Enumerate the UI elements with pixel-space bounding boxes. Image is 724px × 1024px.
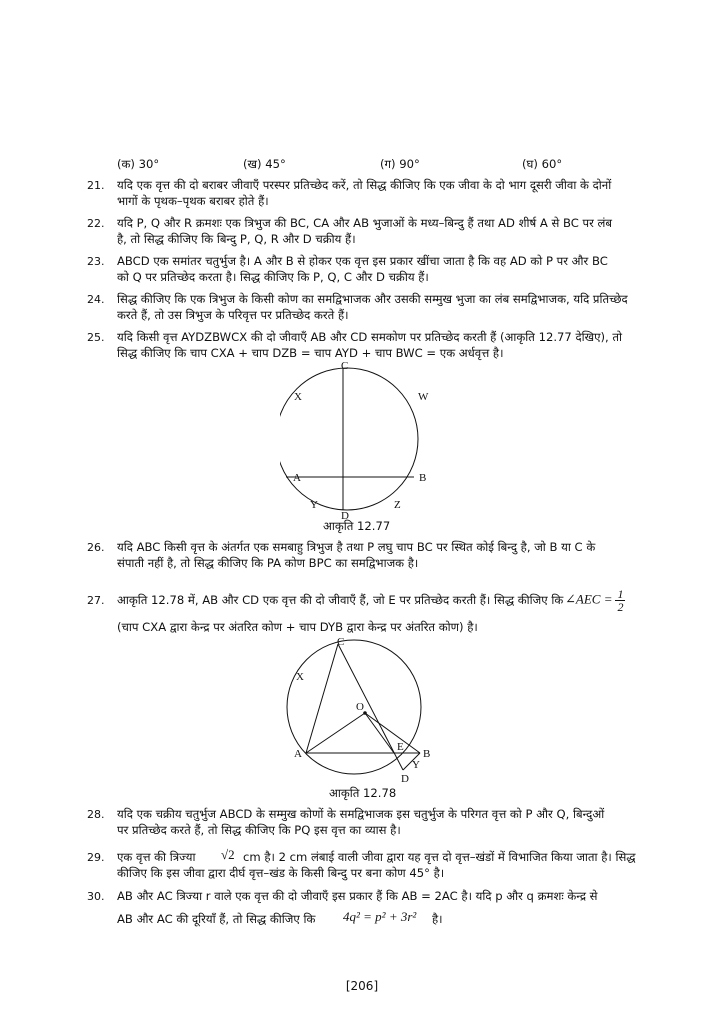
question-text: है, तो सिद्ध कीजिए कि बिन्दु P, Q, R और D चक्रीय हैं। (117, 232, 356, 246)
question-number: 21. (87, 179, 105, 192)
label-x: X (294, 391, 302, 403)
question-text: यदि ABC किसी वृत्त के अंतर्गत एक समबाहु त्रिभुज है तथा P लघु चाप BC पर स्थित कोई बिन्दु है, जो B या C के (117, 540, 596, 554)
question-number: 22. (87, 217, 105, 230)
label-b: B (423, 748, 431, 760)
figure-caption: आकृति 12.77 (323, 519, 391, 533)
question-text: cm है। 2 cm लंबाई वाली जीवा द्वारा यह वृत्त दो वृत्त–खंडों में विभाजित किया जाता है। सिद्ध (243, 850, 636, 864)
question-text: सिद्ध कीजिए कि चाप CXA + चाप DZB = चाप AYD + चाप BWC = एक अर्धवृत्त है। (117, 346, 504, 360)
question-text: यदि एक वृत्त की दो बराबर जीवाएँ परस्पर प्रतिच्छेद करें, तो सिद्ध कीजिए कि एक जीवा के दो भाग दूसरी जीवा के दोनों (117, 178, 612, 192)
question-text: AB और AC की दूरियाँ हैं, तो सिद्ध कीजिए कि (117, 912, 316, 926)
figure-12-77 (280, 360, 440, 525)
question-number: 25. (87, 331, 105, 344)
option-d: (घ) 60° (522, 157, 563, 171)
radius-ob (365, 713, 420, 753)
label-y: Y (310, 499, 318, 511)
question-text: पर प्रतिच्छेद करते हैं, तो सिद्ध कीजिए कि PQ इस वृत्त का व्यास है। (117, 823, 401, 837)
label-c: C (337, 636, 345, 648)
fraction (615, 588, 625, 613)
question-text: यदि किसी वृत्त AYDZBWCX की दो जीवाएँ AB और CD समकोण पर प्रतिच्छेद करती हैं (आकृति 12.77 देखिए), तो (117, 330, 622, 344)
figure-12-78 (280, 636, 440, 786)
label-e: E (397, 741, 404, 753)
label-o: O (356, 701, 364, 713)
question-text: यदि P, Q और R क्रमशः एक त्रिभुज की BC, CA और AB भुजाओं के मध्य–बिन्दु हैं तथा AD शीर्ष A से BC पर लंब (117, 216, 613, 230)
question-text: है। (432, 912, 443, 926)
page-number: [206] (345, 979, 379, 993)
angle-aec-math (565, 588, 625, 613)
label-d: D (341, 510, 349, 522)
fraction-numerator: 1 (617, 587, 624, 601)
label-c: C (341, 360, 349, 372)
question-number: 24. (87, 293, 105, 306)
question-text: करते हैं, तो उस त्रिभुज के परिवृत्त पर प्रतिच्छेद करते हैं। (117, 308, 349, 322)
circle (280, 368, 418, 510)
label-b: B (419, 472, 427, 484)
equation: 4q² = p² + 3r² (343, 909, 417, 924)
question-text: यदि एक चक्रीय चतुर्भुज ABCD के सम्मुख कोणों के समद्विभाजक इस चतुर्भुज के परिगत वृत्त को P और Q, बिन्दुओं (117, 807, 605, 821)
figure-caption: आकृति 12.78 (329, 786, 397, 800)
question-text: संपाती नहीं है, तो सिद्ध कीजिए कि PA कोण BPC का समद्विभाजक है। (117, 556, 419, 570)
question-text: ABCD एक समांतर चतुर्भुज है। A और B से होकर एक वृत्त इस प्रकार खींचा जाता है कि वह AD को P पर और BC (117, 254, 608, 268)
question-text: भागों के पृथक–पृथक बराबर होते हैं। (117, 194, 269, 208)
question-number: 30. (87, 890, 105, 903)
label-a: A (294, 748, 302, 760)
label-w: W (418, 391, 429, 403)
question-number: 23. (87, 255, 105, 268)
question-number: 26. (87, 541, 105, 554)
option-b: (ख) 45° (243, 157, 286, 171)
question-number: 29. (87, 851, 105, 864)
chord-cd (338, 644, 403, 770)
math-expression: ∠AEC = (565, 591, 613, 607)
question-text: को Q पर प्रतिच्छेद करता है। सिद्ध कीजिए कि P, Q, C और D चक्रीय हैं। (117, 270, 429, 284)
radius-oa (306, 713, 365, 753)
chord-ca (306, 644, 338, 753)
circle (287, 640, 421, 774)
label-x: X (296, 671, 304, 683)
question-text: सिद्ध कीजिए कि एक त्रिभुज के किसी कोण का समद्विभाजक और उसकी सम्मुख भुजा का लंब समद्विभाजक, यदि प्रतिच्छेद (117, 292, 628, 306)
label-y: Y (412, 759, 420, 771)
question-text: AB और AC त्रिज्या r वाले एक वृत्त की दो जीवाएँ इस प्रकार हैं कि AB = 2AC है। यदि p और q क्रमशः केन्द्र से (117, 889, 598, 903)
question-number: 27. (87, 594, 105, 607)
question-number: 28. (87, 808, 105, 821)
question-text: (चाप CXA द्वारा केन्द्र पर अंतरित कोण + चाप DYB द्वारा केन्द्र पर अंतरित कोण) है। (117, 620, 478, 634)
sqrt-two: √2 (221, 847, 235, 862)
fraction-denominator: 2 (617, 600, 624, 614)
label-d: D (401, 773, 409, 785)
question-text: कीजिए कि इस जीवा द्वारा दीर्घ वृत्त–खंड के किसी बिन्दु पर बना कोण 45° है। (117, 866, 445, 880)
label-a: A (293, 472, 301, 484)
segment-oe (365, 713, 394, 753)
label-z: Z (394, 499, 401, 511)
option-c: (ग) 90° (380, 157, 420, 171)
option-a: (क) 30° (117, 157, 160, 171)
question-text: आकृति 12.78 में, AB और CD एक वृत्त की दो जीवाएँ हैं, जो E पर प्रतिच्छेद करती हैं। सिद्ध कीजिए कि (117, 593, 564, 607)
question-text: एक वृत्त की त्रिज्या (117, 850, 196, 864)
